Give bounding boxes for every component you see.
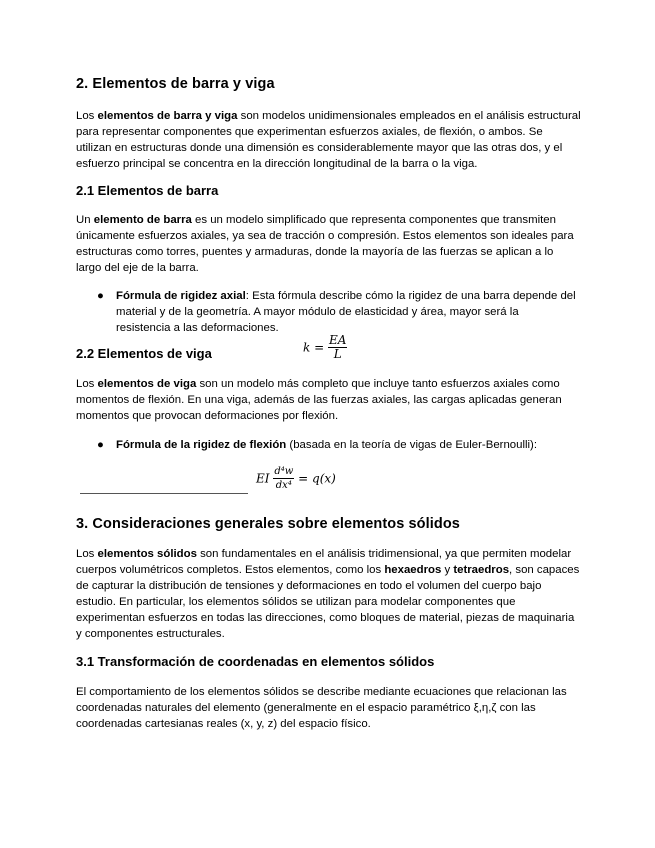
bullet-marker: ● xyxy=(97,290,104,302)
section-2-2-heading: 2.2 Elementos de viga xyxy=(76,346,212,361)
euler-bernoulli-formula: EI $\frac{\text{d⁴w}}{\text{dx⁴}}$ = q(x) xyxy=(256,466,336,491)
section-3-paragraph: Los elementos sólidos son fundamentales en el análisis tridimensional, ya que permiten modelar cuerpos volumétricos completos. Estos elementos, como los hexaedros y tetraedros, son capaces de capturar la distribución de tensiones y deformaciones en todo el volumen del cuerpo bajo estudio. En particular, los elementos sólidos se utilizan para modelar componentes que experimentan esfuerzos en todas las direcciones, como bloques de material, piezas de maquinaria y componentes estructurales. xyxy=(76,548,580,640)
section-2-heading: 2. Elementos de barra y viga xyxy=(76,76,275,92)
section-3-heading: 3. Consideraciones generales sobre elementos sólidos xyxy=(76,516,460,532)
section-3-1-heading: 3.1 Transformación de coordenadas en elementos sólidos xyxy=(76,654,435,669)
section-2-2-paragraph: Los elementos de viga son un modelo más completo que incluye tanto esfuerzos axiales como momentos de flexión. En una viga, además de las fuerzas axiales, las cargas aplicadas generan momentos que provocan deformaciones por flexión. xyxy=(76,378,562,422)
horizontal-rule xyxy=(80,493,248,494)
bending-stiffness-bullet: Fórmula de la rigidez de flexión (basada en la teoría de vigas de Euler-Bernoulli): xyxy=(116,439,538,451)
axial-stiffness-formula: k = $\frac{EA}{L}$ xyxy=(303,333,347,361)
bullet-marker: ● xyxy=(97,439,104,451)
section-3-1-paragraph: El comportamiento de los elementos sólidos se describe mediante ecuaciones que relacionan las coordenadas naturales del elemento (generalmente en el espacio paramétrico ξ,η,ζ con las coordenadas cartesianas reales (x, y, z) del espacio físico. xyxy=(76,686,567,730)
section-2-1-heading: 2.1 Elementos de barra xyxy=(76,183,219,198)
section-2-paragraph: Los elementos de barra y viga son modelos unidimensionales empleados en el análisis estructural para representar componentes que experimentan esfuerzos axiales, de flexión, o ambos. Se utilizan en estructuras donde una dimensión es considerablemente mayor que las otras dos, y el esfuerzo principal se concentra en la dirección longitudinal de la barra o la viga. xyxy=(76,110,581,170)
axial-stiffness-bullet: Fórmula de rigidez axial: Esta fórmula describe cómo la rigidez de una barra depende del material y de la geometría. A mayor módulo de elasticidad y área, mayor será la resistencia a las deformaciones. xyxy=(116,290,576,334)
section-2-1-paragraph: Un elemento de barra es un modelo simplificado que representa componentes que transmiten únicamente esfuerzos axiales, ya sea de tracción o compresión. Estos elementos son ideales para estructuras como torres, puentes y armaduras, donde la mayoría de las fuerzas se aplican a lo largo del eje de la barra. xyxy=(76,214,574,274)
